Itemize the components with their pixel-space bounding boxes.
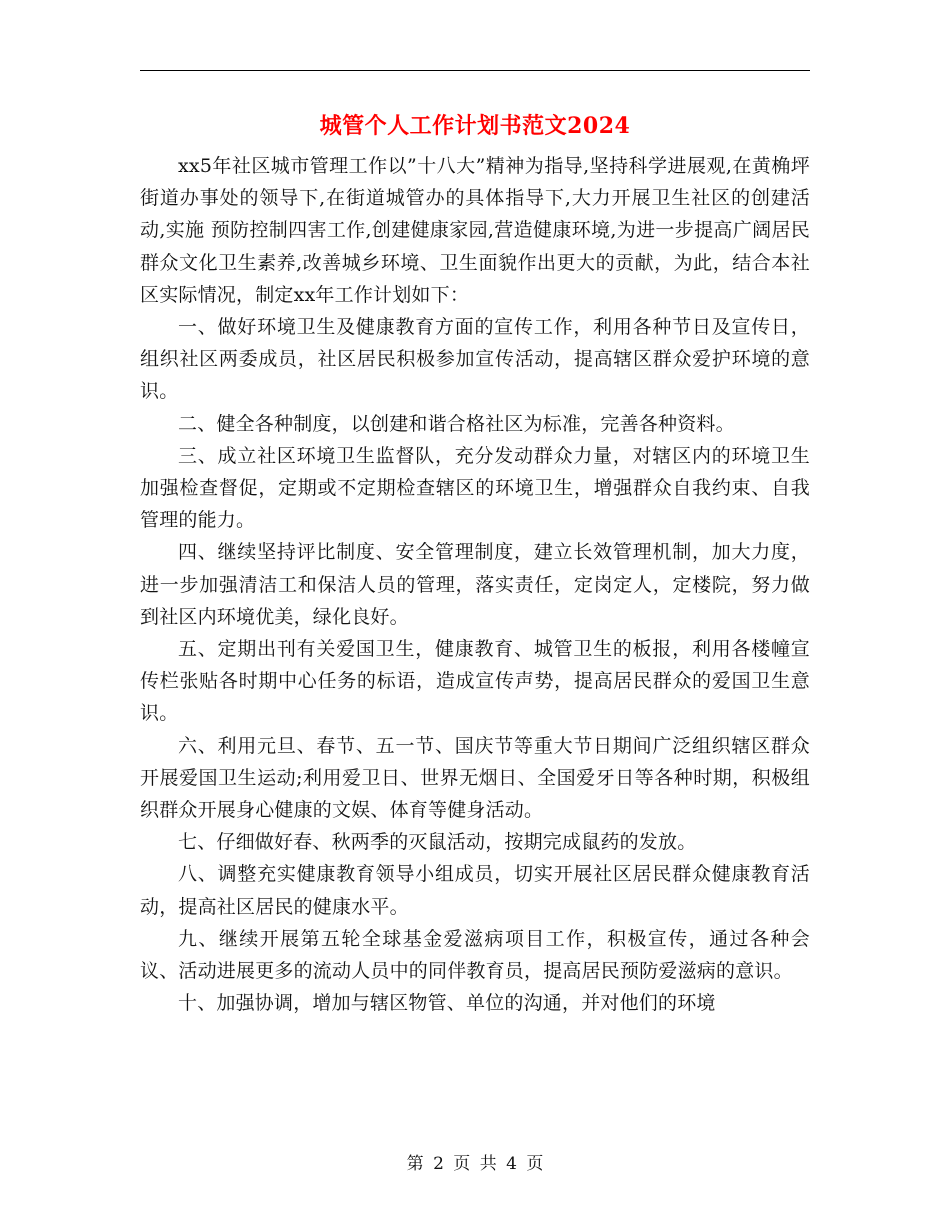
paragraph-item-5: 五、定期出刊有关爱国卫生，健康教育、城管卫生的板报，利用各楼幢宣传栏张贴各时期中心任务的标语，造成宣传声势，提高居民群众的爱国卫生意识。 [140, 638, 810, 725]
document-body [140, 150, 810, 1019]
paragraph-item-7: 七、仔细做好春、秋两季的灭鼠活动，按期完成鼠药的发放。 [178, 831, 697, 854]
header-rule [140, 70, 810, 71]
page-number: 第 2 页 共 4 页 [406, 1154, 544, 1174]
paragraph-item-1: 一、做好环境卫生及健康教育方面的宣传工作，利用各种节日及宣传日，组织社区两委成员，社区居民积极参加宣传活动，提高辖区群众爱护环境的意识。 [140, 316, 810, 403]
paragraph-item-4: 四、继续坚持评比制度、安全管理制度，建立长效管理机制，加大力度，进一步加强清洁工和保洁人员的管理，落实责任，定岗定人，定楼院，努力做到社区内环境优美，绿化良好。 [140, 541, 810, 628]
paragraph-item-2: 二、健全各种制度，以创建和谐合格社区为标准，完善各种资料。 [178, 412, 735, 435]
paragraph-intro: xx5年社区城市管理工作以”十八大”精神为指导,坚持科学进展观,在黄桷坪街道办事处的领导下,在街道城管办的具体指导下,大力开展卫生社区的创建活动,实施 预防控制四害工作,创建健康家园,营造健康环境,为进一步提高广阔居民群众文化卫生素养,改善城乡环境、卫生面貌作出更大的贡献，为此，结合本社区实际情况，制定xx年工作计划如下： [140, 155, 810, 306]
paragraph-item-9: 九、继续开展第五轮全球基金爱滋病项目工作，积极宣传，通过各种会议、活动进展更多的流动人员中的同伴教育员，提高居民预防爱滋病的意识。 [140, 927, 810, 983]
paragraph-item-8: 八、调整充实健康教育领导小组成员，切实开展社区居民群众健康教育活动，提高社区居民的健康水平。 [140, 863, 810, 918]
paragraph-item-6: 六、利用元旦、春节、五一节、国庆节等重大节日期间广泛组织辖区群众开展爱国卫生运动;利用爱卫日、世界无烟日、全国爱牙日等各种时期，积极组织群众开展身心健康的文娱、体育等健身活动。 [140, 734, 810, 822]
paragraph-item-10: 十、加强协调，增加与辖区物管、单位的沟通，并对他们的环境 [178, 992, 716, 1015]
document-title: 城管个人工作计划书范文2024 [319, 113, 631, 139]
paragraph-item-3: 三、成立社区环境卫生监督队，充分发动群众力量，对辖区内的环境卫生加强检查督促，定期或不定期检查辖区的环境卫生，增强群众自我约束、自我管理的能力。 [140, 444, 810, 532]
